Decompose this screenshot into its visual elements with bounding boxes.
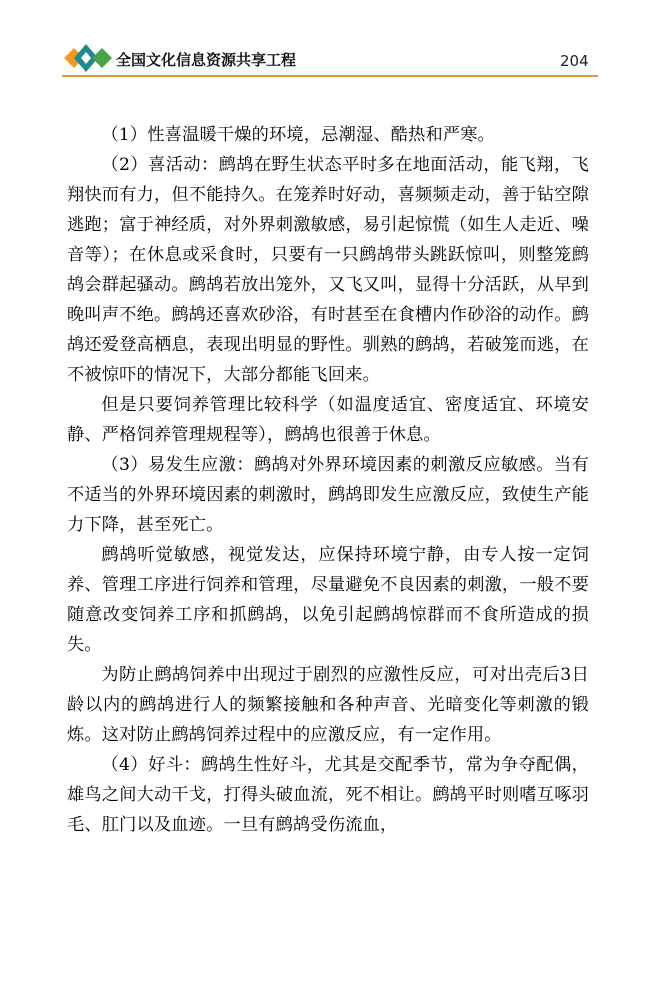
- paragraph: （3）易发生应激：鹧鸪对外界环境因素的刺激反应敏感。当有不适当的外界环境因素的刺激时，鹧鸪即发生应激反应，致使生产能力下降，甚至死亡。: [67, 455, 589, 535]
- header-divider: [62, 75, 598, 77]
- diamond-logo-icon: [62, 40, 114, 76]
- body-text: [67, 120, 589, 840]
- paragraph: （2）喜活动：鹧鸪在野生状态平时多在地面活动，能飞翔，飞翔快而有力，但不能持久。在笼养时好动，喜频频走动，善于钻空隙逃跑；富于神经质，对外界刺激敏感，易引起惊慌（如生人走近、噪音等）；在休息或采食时，只要有一只鹧鸪带头跳跃惊叫，则整笼鹧鸪会群起骚动。鹧鸪若放出笼外，又飞又叫，显得十分活跃，从早到晚叫声不绝。鹧鸪还喜欢砂浴，有时甚至在食槽内作砂浴的动作。鹧鸪还爱登高栖息，表现出明显的野性。驯熟的鹧鸪，若破笼而逃，在不被惊吓的情况下，大部分都能飞回来。: [67, 155, 589, 385]
- paragraph: 为防止鹧鸪饲养中出现过于剧烈的应激性反应，可对出壳后3日龄以内的鹧鸪进行人的频繁接触和各种声音、光暗变化等刺激的锻炼。这对防止鹧鸪饲养过程中的应激反应，有一定作用。: [67, 665, 589, 745]
- paragraph: 但是只要饲养管理比较科学（如温度适宜、密度适宜、环境安静、严格饲养管理规程等），鹧鸪也很善于休息。: [67, 395, 589, 445]
- paragraph: （4）好斗：鹧鸪生性好斗，尤其是交配季节，常为争夺配偶，雄鸟之间大动干戈，打得头破血流，死不相让。鹧鸪平时则嗜互啄羽毛、肛门以及血迹。一旦有鹧鸪受伤流血，: [67, 755, 589, 835]
- header-title: 全国文化信息资源共享工程: [116, 51, 297, 69]
- paragraph: 鹧鸪听觉敏感，视觉发达，应保持环境宁静，由专人按一定饲养、管理工序进行饲养和管理，尽量避免不良因素的刺激，一般不要随意改变饲养工序和抓鹧鸪，以免引起鹧鸪惊群而不食所造成的损失。: [67, 545, 589, 655]
- page-number: 204: [560, 52, 589, 70]
- page-header: [0, 0, 646, 80]
- paragraph: （1）性喜温暖干燥的环境，忌潮湿、酷热和严寒。: [101, 125, 496, 145]
